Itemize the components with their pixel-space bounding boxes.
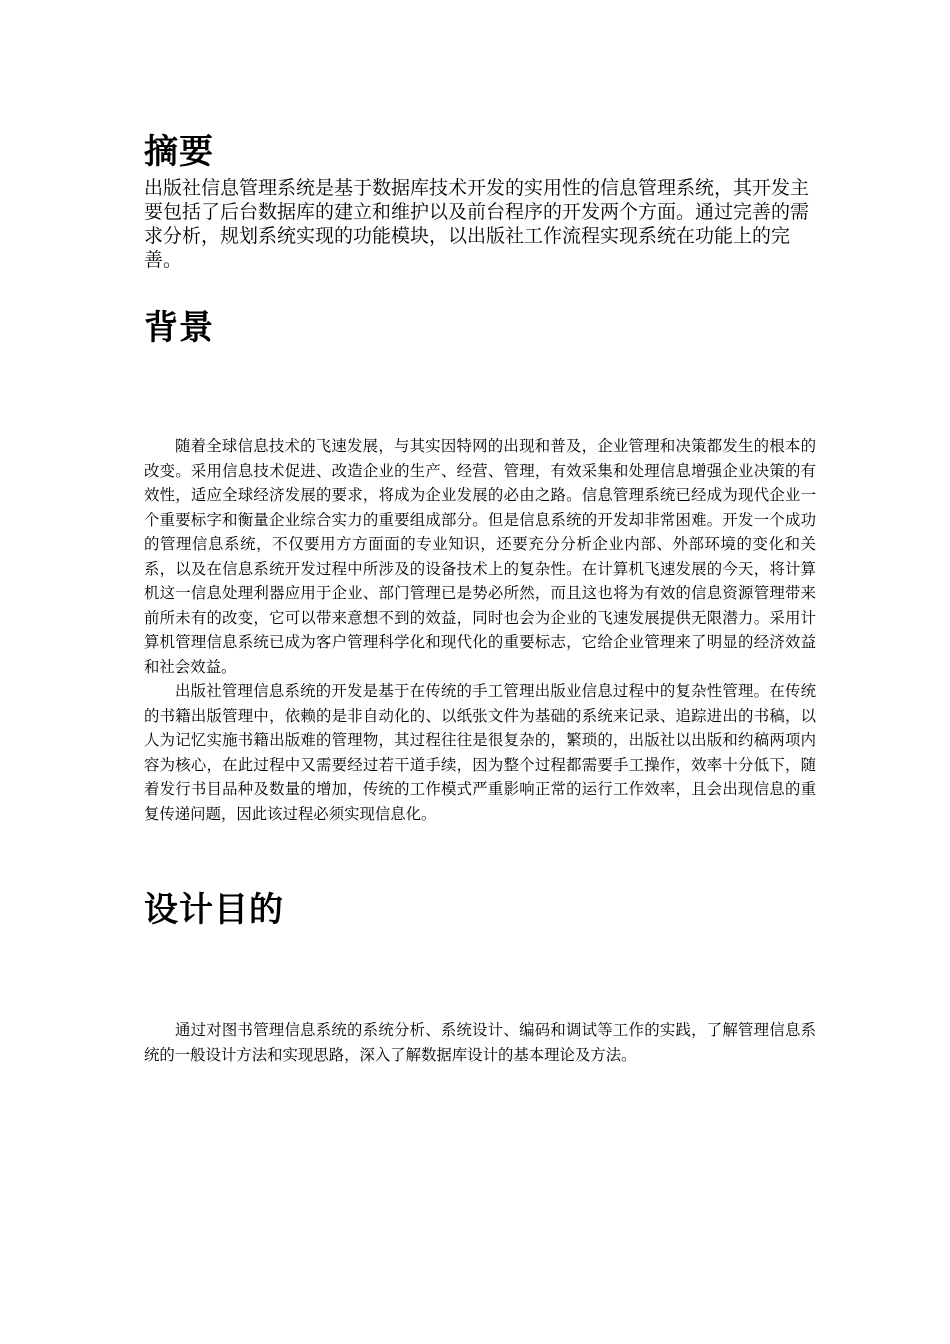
background-paragraph-1: 随着全球信息技术的飞速发展，与其实因特网的出现和普及，企业管理和决策都发生的根本的改变。采用信息技术促进、改造企业的生产、经营、管理，有效采集和处理信息增强企业决策的有效性，适应全球经济发展的要求，将成为企业发展的必由之路。信息管理系统已经成为现代企业一个重要标字和衡量企业综合实力的重要组成部分。但是信息系统的开发却非常困难。开发一个成功的管理信息系统，不仅要用方方面面的专业知识，还要充分分析企业内部、外部环境的变化和关系，以及在信息系统开发过程中所涉及的设备技术上的复杂性。在计算机飞速发展的今天，将计算机这一信息处理利器应用于企业、部门管理已是势必所然，而且这也将为有效的信息资源管理带来前所未有的改变，它可以带来意想不到的效益，同时也会为企业的飞速发展提供无限潜力。采用计算机管理信息系统已成为客户管理科学化和现代化的重要标志，它给企业管理来了明显的经济效益和社会效益。 [144,437,816,676]
abstract-text: 出版社信息管理系统是基于数据库技术开发的实用性的信息管理系统，其开发主要包括了后台数据库的建立和维护以及前台程序的开发两个方面。通过完善的需求分析，规划系统实现的功能模块，以出版社工作流程实现系统在功能上的完善。 [144,177,810,271]
purpose-paragraph-1: 通过对图书管理信息系统的系统分析、系统设计、编码和调试等工作的实践，了解管理信息系统的一般设计方法和实现思路，深入了解数据库设计的基本理论及方法。 [144,1021,816,1064]
purpose-heading: 设计目的 [144,890,284,930]
background-section [144,434,816,826]
purpose-section [144,1018,816,1067]
abstract-heading: 摘要 [144,132,214,172]
background-paragraph-2: 出版社管理信息系统的开发是基于在传统的手工管理出版业信息过程中的复杂性管理。在传统的书籍出版管理中，依赖的是非自动化的、以纸张文件为基础的系统来记录、追踪进出的书稿，以人为记忆实施书籍出版难的管理物，其过程往往是很复杂的，繁琐的，出版社以出版和约稿两项内容为核心，在此过程中又需要经过若干道手续，因为整个过程都需要手工操作，效率十分低下，随着发行书目品种及数量的增加，传统的工作模式严重影响正常的运行工作效率，且会出现信息的重复传递问题，因此该过程必须实现信息化。 [144,682,816,823]
background-heading: 背景 [144,308,214,348]
